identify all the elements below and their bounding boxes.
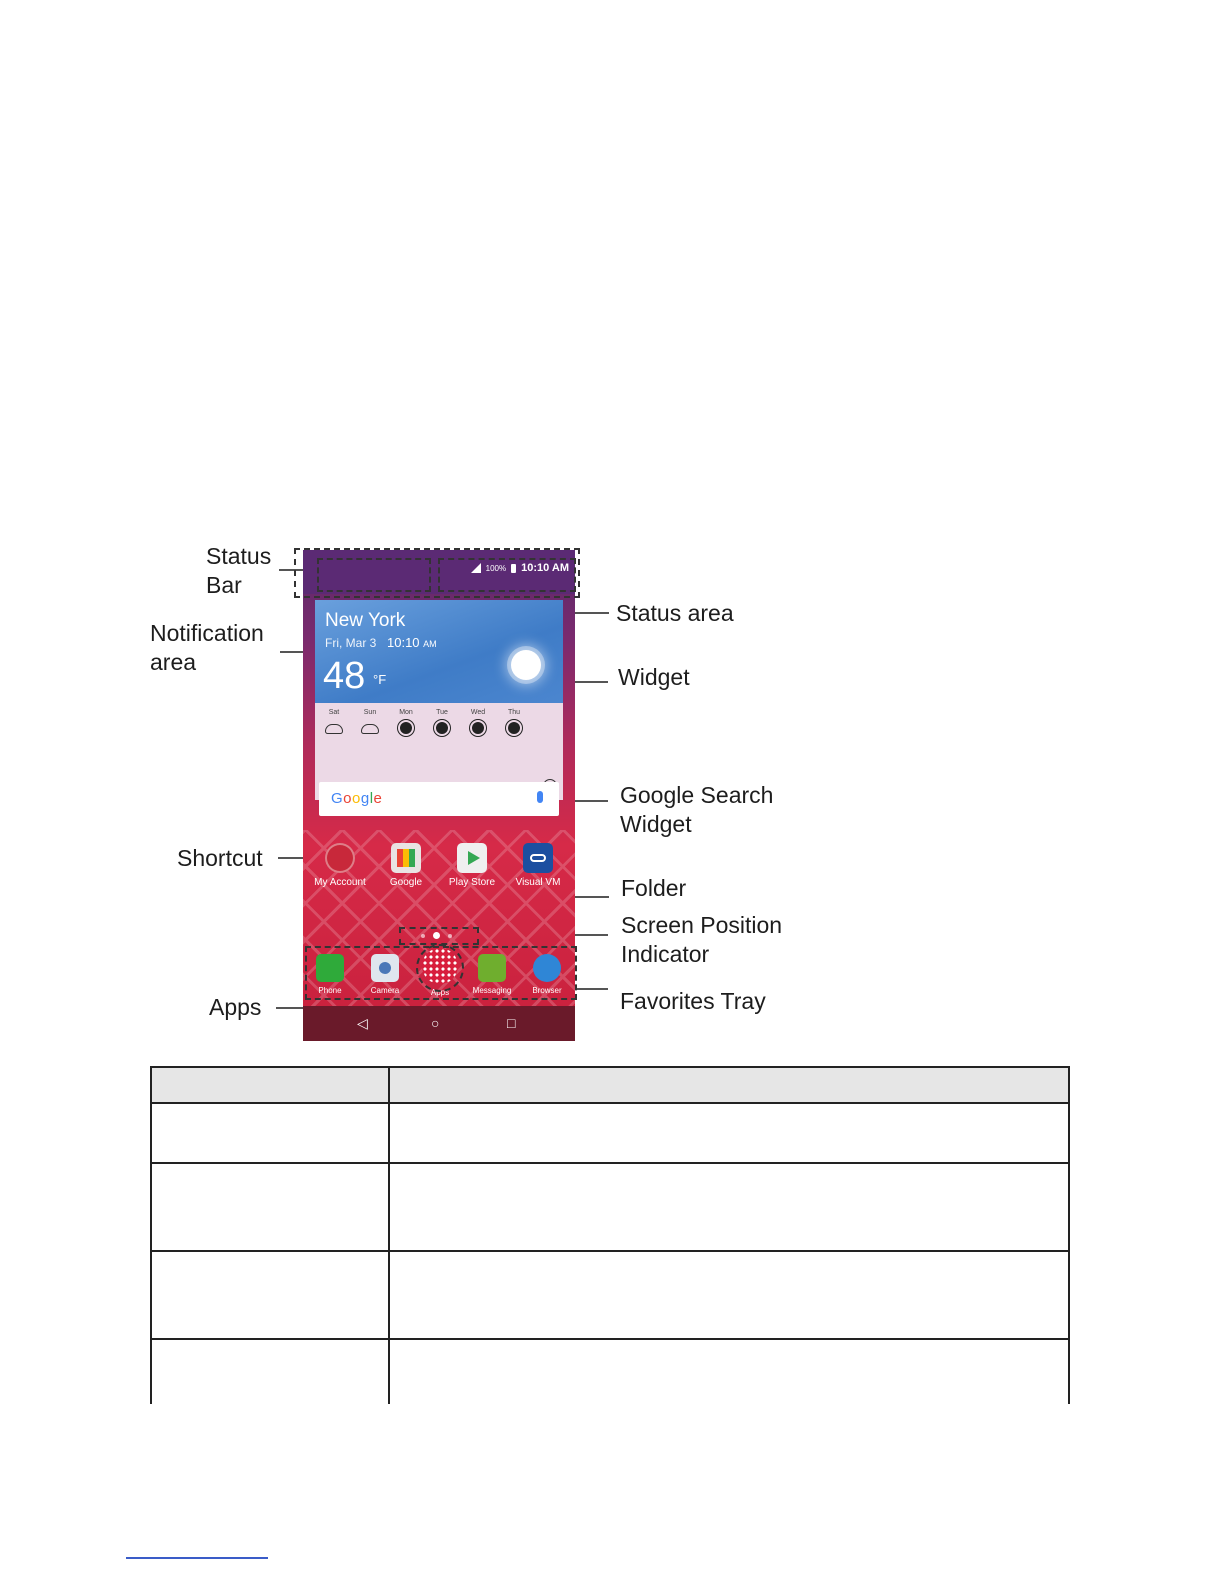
app-label: Visual VM	[515, 877, 561, 888]
table-cell	[389, 1103, 1069, 1163]
app-label: My Account	[314, 877, 366, 888]
callout-screen-position-indicator: Screen Position Indicator	[621, 912, 783, 967]
forecast-day	[391, 709, 421, 734]
table-row	[151, 1103, 1069, 1163]
callout-apps: Apps	[209, 994, 262, 1020]
table-cell	[151, 1163, 389, 1251]
folder-icon	[391, 843, 421, 873]
sun-icon	[508, 722, 520, 734]
weather-temp: 48	[323, 655, 366, 697]
table-header-row	[151, 1067, 1069, 1103]
sun-icon	[511, 650, 541, 680]
status-time: 10:10 AM	[521, 562, 569, 574]
weather-ampm: AM	[423, 639, 437, 649]
table-cell	[151, 1103, 389, 1163]
app-label: Apps	[430, 988, 450, 997]
forecast-day-label: Sun	[363, 709, 377, 716]
battery-percent: 100%	[485, 563, 507, 573]
app-label: Messaging	[472, 986, 512, 995]
app-label: Play Store	[448, 877, 496, 888]
forecast-day	[427, 709, 457, 734]
weather-time-value: 10:10	[387, 635, 420, 650]
sun-icon	[400, 722, 412, 734]
callout-status-bar: Status Bar	[206, 543, 272, 598]
screen-position-outline	[399, 927, 479, 945]
table-cell	[151, 1251, 389, 1339]
app-my-account[interactable]	[308, 843, 372, 888]
apps-outline	[416, 944, 464, 992]
table-cell	[389, 1251, 1069, 1339]
home-icon[interactable]: ○	[431, 1015, 440, 1031]
folder-google[interactable]	[374, 843, 438, 888]
callout-shortcut: Shortcut	[177, 845, 263, 871]
recent-apps-icon[interactable]: □	[507, 1015, 516, 1031]
forecast-day	[499, 709, 529, 734]
weather-unit: °F	[373, 672, 387, 687]
forecast-day-label: Wed	[470, 709, 486, 716]
weather-current	[315, 600, 563, 703]
navigation-bar	[303, 1006, 575, 1041]
back-icon[interactable]: ◁	[357, 1015, 368, 1031]
app-label: Phone	[318, 986, 342, 995]
table-cell	[389, 1339, 1069, 1404]
forecast-day-label: Thu	[507, 709, 521, 716]
microphone-icon[interactable]	[537, 791, 543, 803]
forecast-day	[463, 709, 493, 734]
table-header-cell	[389, 1067, 1069, 1103]
table-row	[151, 1339, 1069, 1404]
callout-favorites-tray: Favorites Tray	[620, 988, 766, 1014]
play-store-icon	[457, 843, 487, 873]
app-label: Camera	[370, 986, 400, 995]
leader-favorites-tray	[574, 988, 608, 990]
my-account-icon	[325, 843, 355, 873]
callout-google-search-widget: Google Search Widget	[620, 782, 774, 837]
callout-notification-area: Notification area	[150, 620, 264, 675]
table-cell	[151, 1339, 389, 1404]
status-area-outline	[438, 558, 576, 592]
forecast-day-label: Sat	[328, 709, 340, 716]
description-table	[150, 1066, 1070, 1404]
footer-link-underline[interactable]	[126, 1557, 268, 1559]
table-cell	[389, 1163, 1069, 1251]
sun-icon	[472, 722, 484, 734]
forecast-day-label: Tue	[436, 709, 448, 716]
table-row	[151, 1163, 1069, 1251]
cloud-icon	[325, 724, 343, 734]
app-label: Browser	[532, 986, 562, 995]
weather-time	[387, 635, 437, 650]
forecast-day-label: Mon	[399, 709, 413, 716]
callout-status-area: Status area	[616, 600, 734, 626]
app-play-store[interactable]	[440, 843, 504, 888]
voicemail-icon	[523, 843, 553, 873]
app-label: Google	[389, 877, 423, 888]
app-visual-vm[interactable]	[506, 843, 570, 888]
sun-icon	[436, 722, 448, 734]
cloud-icon	[361, 724, 379, 734]
callout-folder: Folder	[621, 875, 687, 901]
notification-area-outline	[317, 558, 431, 592]
table-header-cell	[151, 1067, 389, 1103]
google-search-widget[interactable]	[319, 782, 559, 816]
google-logo: Google	[331, 790, 383, 807]
weather-city: New York	[325, 610, 406, 631]
callout-widget: Widget	[618, 664, 690, 690]
forecast-day	[355, 709, 385, 734]
table-row	[151, 1251, 1069, 1339]
weather-widget[interactable]	[315, 600, 563, 800]
weather-date: Fri, Mar 3	[325, 636, 377, 650]
forecast-day	[319, 709, 349, 734]
